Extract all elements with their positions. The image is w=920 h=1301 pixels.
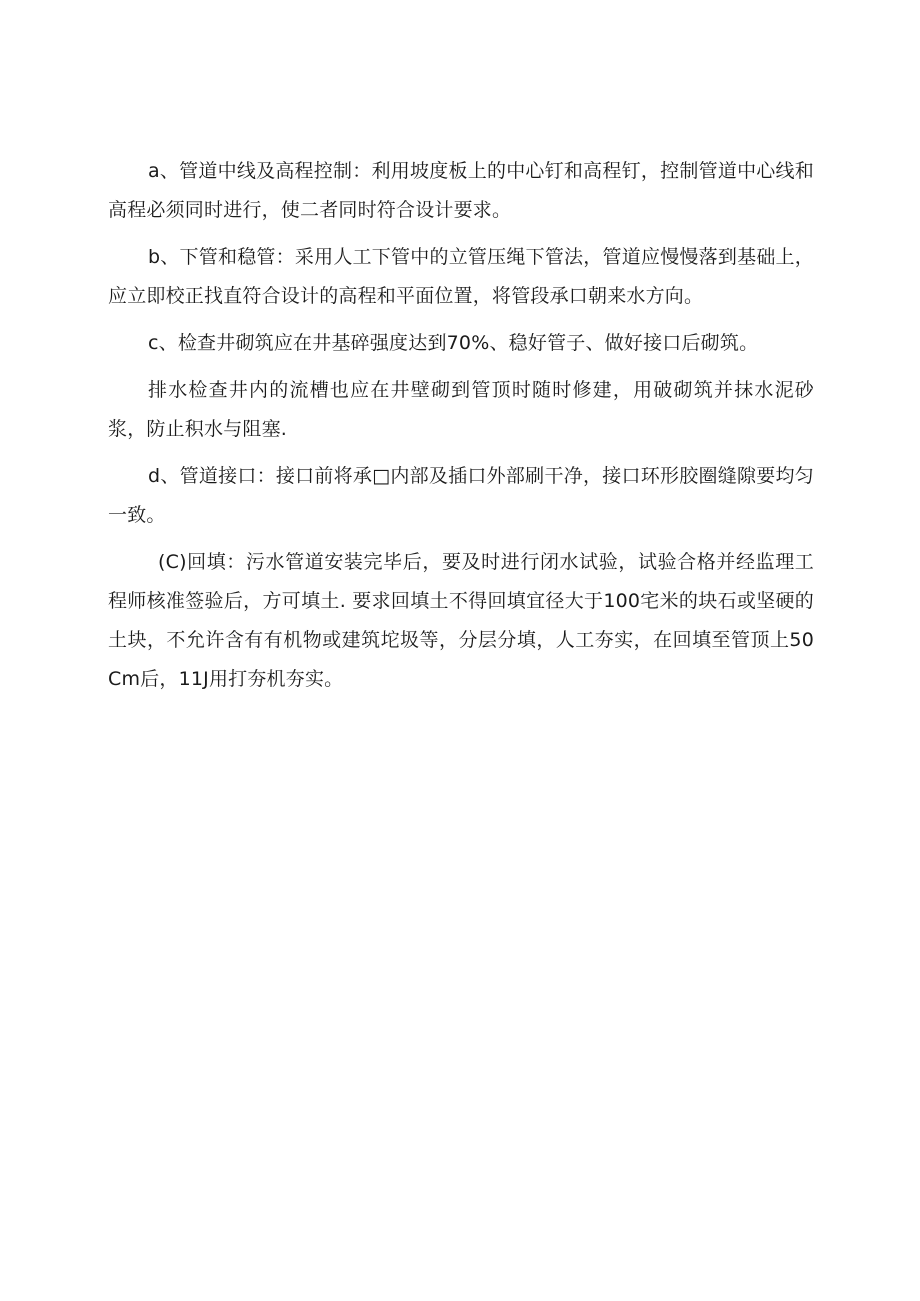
paragraph-backfill: (C)回填：污水管道安装完毕后，要及时进行闭水试验，试验合格并经监理工程师核准签验后，方可填土. 要求回填土不得回填宜径大于100宅米的块石或坚硬的土块，不允许含有有机物或建筑坨圾等，分层分填，人工夯实，在回填至管顶上50Cm后，11J用打夯机夯实。: [108, 551, 814, 690]
paragraph-pipe-lowering: b、下管和稳管：采用人工下管中的立管压绳下管法，管道应慢慢落到基础上，应立即校正找直符合设计的高程和平面位置，将管段承口朝来水方向。: [108, 246, 814, 307]
paragraph-pipe-joint: d、管道接口：接口前将承□内部及插口外部刷干净，接口环形胶圈缝隙要均匀一致。: [108, 465, 814, 526]
paragraph-flow-channel: 排水检查井内的流槽也应在井壁砌到管顶时随时修建，用破砌筑并抹水泥砂浆，防止积水与阻塞.: [108, 379, 814, 440]
document-body: [108, 152, 814, 707]
paragraph-manhole-masonry: c、检查井砌筑应在井基碎强度达到70%、稳好管子、做好接口后砌筑。: [148, 332, 759, 354]
paragraph-pipe-centerline-control: a、管道中线及高程控制：利用坡度板上的中心钉和高程钉，控制管道中心线和高程必须同时进行，使二者同时符合设计要求。: [108, 160, 814, 221]
